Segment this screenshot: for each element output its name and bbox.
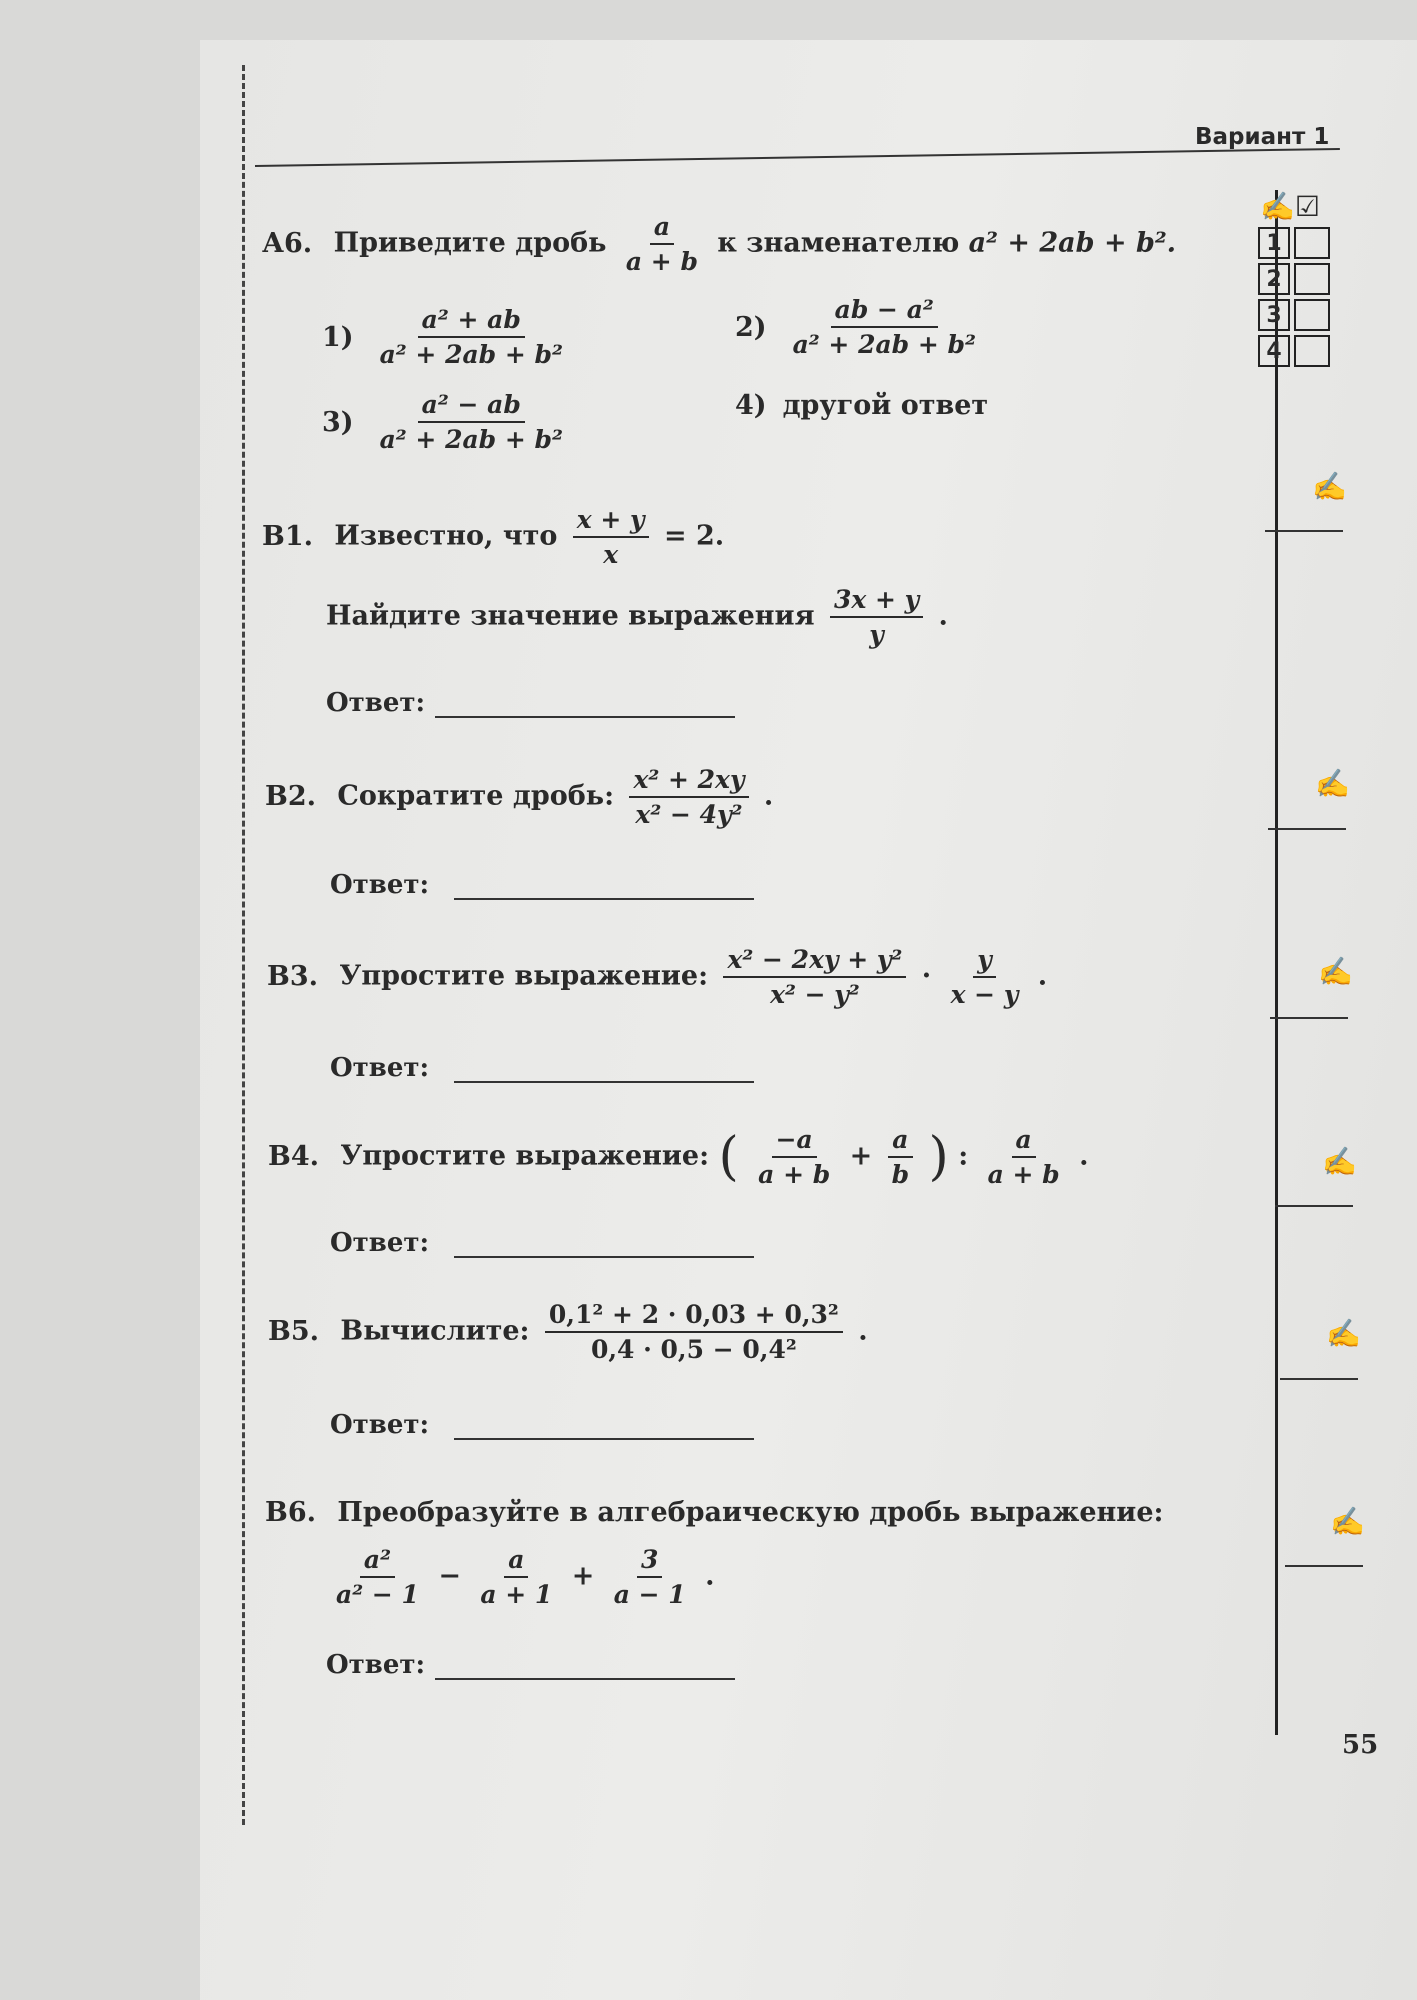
answer-b2: Ответ: bbox=[330, 870, 754, 900]
pen-icon: ✍ bbox=[1322, 1145, 1357, 1178]
checkbox-header: ✍☑ bbox=[1260, 190, 1320, 223]
checkbox[interactable] bbox=[1294, 299, 1330, 331]
checkbox[interactable] bbox=[1294, 335, 1330, 367]
page-number: 55 bbox=[1342, 1730, 1379, 1760]
answer-box-4[interactable]: 4 bbox=[1258, 335, 1330, 367]
pen-icon: ✍ bbox=[1312, 470, 1347, 503]
variant-title: Вариант 1 bbox=[1195, 124, 1330, 150]
margin-column-rule bbox=[1275, 190, 1278, 1735]
pen-icon: ✍ bbox=[1330, 1505, 1365, 1538]
margin-answer-line[interactable] bbox=[1280, 1378, 1358, 1380]
margin-answer-line[interactable] bbox=[1270, 1017, 1348, 1019]
task-b6-expression: $\frac{\text{a²}}{\text{a² − 1}}$ − $\frac{a}{a + 1}$ + $\frac{3}{a - 1}$ . bbox=[336, 1545, 715, 1609]
task-b5: В5. Вычислите: $\frac{\text{0,1² + 2 · 0,03 + 0,3²}}{\text{0,4 · 0,5 − 0,4²}}$ . bbox=[268, 1300, 868, 1364]
task-b1-question: Найдите значение выражения $\frac{3x + y}{y}$ . bbox=[326, 585, 948, 649]
answer-field-b4[interactable] bbox=[454, 1232, 754, 1258]
margin-answer-line[interactable] bbox=[1275, 1205, 1353, 1207]
checkbox[interactable] bbox=[1294, 227, 1330, 259]
option-4[interactable]: 4) другой ответ bbox=[735, 390, 989, 421]
margin-answer-line[interactable] bbox=[1265, 530, 1343, 532]
answer-b3: Ответ: bbox=[330, 1053, 754, 1083]
task-text-2: к знаменателю bbox=[717, 227, 960, 259]
task-b3: В3. Упростите выражение: $\frac{\text{x² − 2xy + y²}}{\text{x² − y²}}$ · $\frac{y}{x - y}$ . bbox=[267, 945, 1048, 1009]
pen-icon: ✍ bbox=[1326, 1317, 1361, 1350]
option-1[interactable]: 1) $\frac{\text{a² + ab}}{\text{a² + 2ab + b²}}$ bbox=[322, 305, 563, 369]
option-2[interactable]: 2) $\frac{\text{ab − a²}}{\text{a² + 2ab + b²}}$ bbox=[735, 295, 976, 359]
answer-field-b2[interactable] bbox=[454, 874, 754, 900]
task-b6: В6. Преобразуйте в алгебраическую дробь выражение: bbox=[265, 1497, 1164, 1528]
answer-box-1[interactable]: 1 bbox=[1258, 227, 1330, 259]
target-expression: a² + 2ab + b². bbox=[968, 227, 1177, 259]
margin-answer-line[interactable] bbox=[1268, 828, 1346, 830]
answer-field-b5[interactable] bbox=[454, 1414, 754, 1440]
option-3[interactable]: 3) $\frac{\text{a² − ab}}{\text{a² + 2ab + b²}}$ bbox=[322, 390, 563, 454]
answer-box-2[interactable]: 2 bbox=[1258, 263, 1330, 295]
task-a6 bbox=[262, 212, 1176, 276]
answer-box-3[interactable]: 3 bbox=[1258, 299, 1330, 331]
task-text: Приведите дробь bbox=[333, 227, 607, 259]
answer-field-b6[interactable] bbox=[435, 1654, 735, 1680]
task-b4: В4. Упростите выражение: ( $\frac{-a}{a + b}$ + $\frac{a}{b}$ ) : $\frac{a}{a + b}$ . bbox=[268, 1125, 1089, 1189]
answer-field-b1[interactable] bbox=[435, 692, 735, 718]
answer-b6: Ответ: bbox=[326, 1650, 735, 1680]
task-label: А6. bbox=[262, 227, 313, 259]
answer-b4: Ответ: bbox=[330, 1228, 754, 1258]
cut-line bbox=[242, 65, 245, 1825]
fraction: $\frac{a}{a + b}$ bbox=[625, 212, 698, 276]
task-b1: В1. Известно, что $\frac{x + y}{x}$ = 2. bbox=[262, 505, 725, 569]
answer-field-b3[interactable] bbox=[454, 1057, 754, 1083]
task-b2: В2. Сократите дробь: $\frac{\text{x² + 2xy}}{\text{x² − 4y²}}$ . bbox=[265, 765, 774, 829]
answer-b1: Ответ: bbox=[326, 688, 735, 718]
pen-icon: ✍ bbox=[1315, 767, 1350, 800]
answer-b5: Ответ: bbox=[330, 1410, 754, 1440]
checkbox[interactable] bbox=[1294, 263, 1330, 295]
margin-answer-line[interactable] bbox=[1285, 1565, 1363, 1567]
answer-boxes bbox=[1258, 190, 1330, 371]
pen-icon: ✍ bbox=[1318, 955, 1353, 988]
